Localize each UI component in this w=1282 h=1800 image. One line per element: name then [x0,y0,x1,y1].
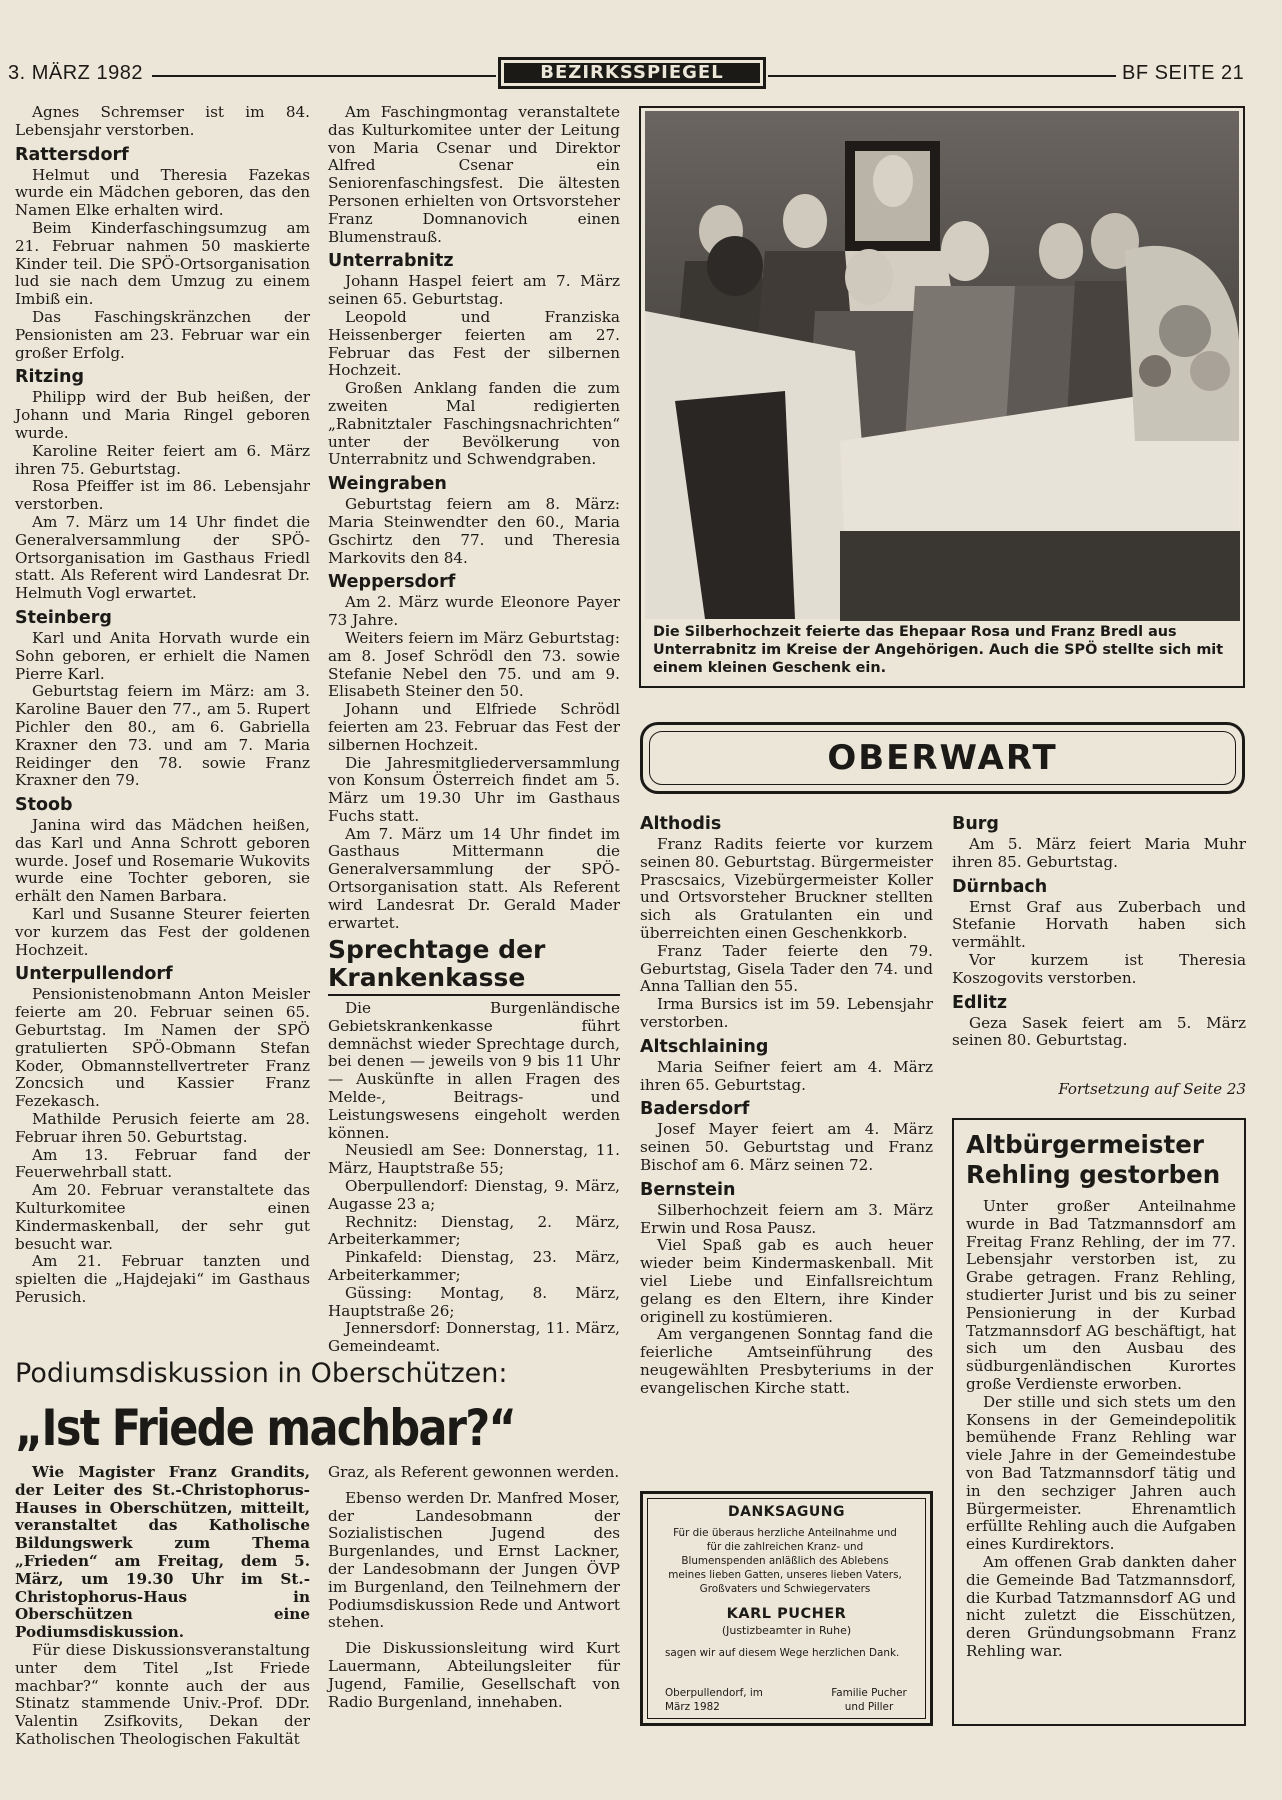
heading-stoob: Stoob [15,795,73,816]
paragraph: Am 5. März feiert Maria Muhr ihren 85. Geburtstag. [952,835,1246,871]
header-rule-left [152,75,496,77]
paragraph: Die Burgenländische Gebietskrankenkasse führt demnächst wieder Sprechtage durch, bei denen — jeweils von 9 bis 11 Uhr — Auskünfte in allen Fragen des Melde-, Beitrags- und Leistungswesens eingeholt werden können. [328,999,620,1142]
photo-caption: Die Silberhochzeit feierte das Ehepaar Rosa und Franz Bredl aus Unterrabnitz im Kreise der Angehörigen. Auch die SPÖ stellte sich mit einem kleinen Geschenk ein. [653,624,1224,676]
paragraph: Am 20. Februar veranstaltete das Kulturkomitee einen Kindermaskenball, der sehr gut besucht war. [15,1181,310,1253]
obituary-box [952,1118,1246,1726]
column-1 [15,104,310,1344]
podium-lead: Wie Magister Franz Grandits, der Leiter des St.-Christophorus-Hauses in Oberschützen, mitteilt, veranstaltet das Katholische Bildungswerk zum Thema „Frieden“ am Freitag, dem 5. März, um 19.30 Uhr im St.-Christophorus-Haus in Oberschützen eine Podiumsdiskussion. [15,1463,310,1642]
paragraph: Graz, als Referent gewonnen werden. [328,1463,620,1481]
heading-rattersdorf: Rattersdorf [15,144,129,165]
danksagung-job: (Justizbeamter in Ruhe) [721,1624,852,1637]
paragraph: Josef Mayer feiert am 4. März seinen 50. Geburtstag und Franz Bischof am 6. März seinen 72. [640,1120,933,1174]
heading-weppersdorf: Weppersdorf [328,572,456,593]
danksagung-name: KARL PUCHER [726,1606,847,1622]
paragraph: Die Diskussionsleitung wird Kurt Lauermann, Abteilungsleiter für Jugend, Familie, Gesellschaft von Radio Burgenland, innehaben. [328,1639,620,1711]
paragraph: Am 13. Februar fand der Feuerwehrball statt. [15,1145,310,1182]
obituary-headline: Altbürgermeister Rehling gestorben [966,1130,1221,1189]
sprechtage-headline: Sprechtage der Krankenkasse [328,935,546,992]
heading-bernstein: Bernstein [640,1179,736,1200]
page-number: BF SEITE 21 [1122,62,1245,84]
paragraph: Agnes Schremser ist im 84. Lebensjahr verstorben. [15,103,310,139]
oberwart-banner [640,722,1245,794]
paragraph: Am Faschingmontag veranstaltete das Kulturkomitee unter der Leitung von Maria Csenar und Direktor Alfred Csenar ein Seniorenfaschingsfest. Die ältesten Personen erhielten von Ortsvorsteher Franz Domnanovich einen Blumenstrauß. [328,103,620,246]
paragraph: Für diese Diskussionsveranstaltung unter dem Titel „Ist Friede machbar?“ konnte auch der aus Stinatz stammende Univ.-Prof. DDr. Valentin Zsifkovits, Dekan der Katholischen Theologischen Fakultät [15,1640,310,1748]
paragraph: Geza Sasek feiert am 5. März seinen 80. Geburtstag. [952,1013,1246,1050]
paragraph: Vor kurzem ist Theresia Koszogovits verstorben. [952,950,1246,987]
heading-duernbach: Dürnbach [952,876,1048,897]
paragraph: Philipp wird der Bub heißen, der Johann und Maria Ringel geboren wurde. [15,388,310,442]
column-2 [328,104,620,934]
danksagung-thanks: sagen wir auf diesem Wege herzlichen Dank. [665,1647,900,1659]
paragraph: Helmut und Theresia Fazekas wurde ein Mädchen geboren, das den Namen Elke erhalten wird. [15,165,310,220]
paragraph: Der stille und sich stets um den Konsens in der Gemeindepolitik bemühende Franz Rehling war viele Jahre in der Gemeindestube von Bad Tatzmannsdorf tätig und in den sechziger Jahren auch Bürgermeister. Ehrenamtlich erfüllte Rehling auch die Aufgaben eines Kurdirektors. [966,1392,1236,1554]
section-banner [498,57,766,89]
section-title: BEZIRKSSPIEGEL [504,63,760,83]
paragraph: Mathilde Perusich feierte am 28. Februar ihren 50. Geburtstag. [15,1110,310,1146]
podium-kicker: Podiumsdiskussion in Oberschützen: [15,1358,508,1389]
paragraph: Ernst Graf aus Zuberbach und Stefanie Horvath haben sich vermählt. [952,897,1246,952]
paragraph: Franz Tader feierte den 79. Geburtstag, Gisela Tader den 74. und Anna Tallian den 55. [640,941,933,996]
podium-column-right [328,1464,620,1732]
paragraph: Jennersdorf: Donnerstag, 11. März, Gemeindeamt. [328,1319,620,1356]
danksagung-text: Für die überaus herzliche Anteilnahme und für die zahlreichen Kranz- und Blumenspenden anläßlich des Ablebens meines lieben Gatten, unseres lieben Vaters, Großvaters und Schwiegervaters [668,1527,902,1595]
heading-steinberg: Steinberg [15,607,112,628]
sprechtage-column [328,999,620,1356]
paragraph: Güssing: Montag, 8. März, Hauptstraße 26; [328,1283,620,1320]
header-rule-right [768,75,1116,77]
paragraph: Leopold und Franziska Heissenberger feierten am 27. Februar das Fest der silbernen Hochzeit. [328,307,620,380]
paragraph: Maria Seifner feiert am 4. März ihren 65. Geburtstag. [640,1057,933,1094]
oberwart-column-left [640,814,933,1474]
headline-underline [328,994,620,996]
paragraph: Am vergangenen Sonntag fand die feierliche Amtseinführung des neugewählten Presbyteriums in der evangelischen Kirche statt. [640,1325,933,1397]
danksagung-family: Familie Pucher und Piller [831,1687,907,1713]
paragraph: Janina wird das Mädchen heißen, das Karl und Anna Schrott geboren wurde. Josef und Rosemarie Wukovits wurde eine Tochter geboren, sie erhält den Namen Barbara. [15,816,310,906]
paragraph: Karl und Susanne Steurer feierten vor kurzem das Fest der goldenen Hochzeit. [15,905,310,959]
heading-badersdorf: Badersdorf [640,1099,750,1120]
paragraph: Viel Spaß gab es auch heuer wieder beim Kindermaskenball. Mit viel Liebe und Einfallsreichtum gelang es den Eltern, ihre Kinder originell zu kostümieren. [640,1236,933,1326]
issue-date: 3. MÄRZ 1982 [8,62,143,84]
paragraph: Das Faschingskränzchen der Pensionisten am 23. Februar war ein großer Erfolg. [15,307,310,362]
paragraph: Geburtstag feiern am 8. März: Maria Steinwendter den 60., Maria Gschirtz den 77. und Theresia Markovits den 84. [328,495,620,567]
oberwart-title: OBERWART [649,731,1236,785]
heading-edlitz: Edlitz [952,992,1008,1013]
paragraph: Am 2. März wurde Eleonore Payer 73 Jahre. [328,593,620,630]
paragraph: Silberhochzeit feiern am 3. März Erwin und Rosa Pausz. [640,1200,933,1237]
danksagung-place: Oberpullendorf, im März 1982 [665,1687,763,1713]
paragraph: Rechnitz: Dienstag, 2. März, Arbeiterkammer; [328,1212,620,1249]
podium-column-left [15,1463,310,1748]
paragraph: Johann Haspel feiert am 7. März seinen 65. Geburtstag. [328,272,620,309]
photo-box [639,106,1245,688]
danksagung-ad [640,1491,933,1726]
paragraph: Oberpullendorf: Dienstag, 9. März, Augasse 23 a; [328,1176,620,1213]
paragraph: Weiters feiern im März Geburtstag: am 8. Josef Schrödl den 73. sowie Stefanie Nebel den 75. und am 9. Elisabeth Steiner den 50. [328,628,620,701]
paragraph: Beim Kinderfaschingsumzug am 21. Februar nahmen 50 maskierte Kinder teil. Die SPÖ-Ortsorganisation lud sie nach dem Umzug zu einem Imbiß ein. [15,218,310,309]
continuation-note: Fortsetzung auf Seite 23 [1058,1080,1246,1098]
paragraph: Franz Radits feierte vor kurzem seinen 80. Geburtstag. Bürgermeister Prascsaics, Vizebürgermeister Koller und Ortsvorsteher Bruckner stellten sich als Gratulanten ein und überreichten einen Geschenkkorb. [640,835,933,942]
photo-anniversary [645,111,1239,619]
paragraph: Rosa Pfeiffer ist im 86. Lebensjahr verstorben. [15,477,310,514]
heading-ritzing: Ritzing [15,367,85,388]
heading-weingraben: Weingraben [328,474,447,495]
paragraph: Pinkafeld: Dienstag, 23. März, Arbeiterkammer; [328,1248,620,1284]
heading-burg: Burg [952,814,999,834]
paragraph: Johann und Elfriede Schrödl feierten am 23. Februar das Fest der silbernen Hochzeit. [328,700,620,754]
paragraph: Die Jahresmitgliederversammlung von Konsum Österreich findet am 5. März um 19.30 Uhr im Gasthaus Fuchs statt. [328,753,620,825]
paragraph: Karl und Anita Horvath wurde ein Sohn geboren, er erhielt die Namen Pierre Karl. [15,628,310,683]
paragraph: Am 7. März um 14 Uhr findet im Gasthaus Mittermann die Generalversammlung der SPÖ-Ortsorganisation statt. Als Referent wird Landesrat Dr. Gerald Mader erwartet. [328,824,620,932]
paragraph: Neusiedl am See: Donnerstag, 11. März, Hauptstraße 55; [328,1141,620,1178]
heading-unterrabnitz: Unterrabnitz [328,251,454,272]
heading-unterpullendorf: Unterpullendorf [15,964,173,985]
paragraph: Karoline Reiter feiert am 6. März ihren 75. Geburtstag. [15,441,310,478]
paragraph: Großen Anklang fanden die zum zweiten Mal redigierten „Rabnitztaler Faschingsnachrichten“ unter der Bevölkerung von Unterrabnitz und Schwendgraben. [328,379,620,469]
heading-althodis: Althodis [640,814,722,834]
heading-altschlaining: Altschlaining [640,1036,769,1057]
paragraph: Pensionistenobmann Anton Meisler feierte am 20. Februar seinen 65. Geburtstag. Im Namen der SPÖ gratulierten SPÖ-Obmann Stefan Koder, Obmannstellvertreter Franz Zoncsich und Kassier Franz Fezekasch. [15,985,310,1111]
oberwart-column-right [952,814,1246,1076]
paragraph: Am 7. März um 14 Uhr findet die Generalversammlung der SPÖ-Ortsorganisation im Gasthaus Friedl statt. Als Referent wird Landesrat Dr. Helmuth Vogl erwartet. [15,512,310,603]
paragraph: Am offenen Grab dankten daher die Gemeinde Bad Tatzmannsdorf, die Kurbad Tatzmannsdorf AG und nicht zuletzt die Eisschützen, deren Gründungsobmann Franz Rehling war. [966,1552,1236,1660]
obituary-text [966,1198,1236,1718]
paragraph: Ebenso werden Dr. Manfred Moser, der Landesobmann der Sozialistischen Jugend des Burgenlandes, und Ernst Lackner, der Landesobmann der Jungen ÖVP im Burgenland, den Teilnehmern der Podiumsdiskussion Rede und Antwort stehen. [328,1488,620,1632]
podium-headline: „Ist Friede machbar?“ [15,1399,516,1457]
paragraph: Unter großer Anteilnahme wurde in Bad Tatzmannsdorf am Freitag Franz Rehling, der im 77. Lebensjahr verstorben ist, zu Grabe getragen. Franz Rehling, studierter Jurist und bis zu seiner Pensionierung in der Kurbad Tatzmannsdorf AG beschäftigt, hat sich um den Ausbau des südburgenländischen Kurortes große Verdienste erworben. [966,1197,1236,1393]
paragraph: Am 21. Februar tanzten und spielten die „Hajdejaki“ im Gasthaus Perusich. [15,1252,310,1307]
danksagung-title: DANKSAGUNG [727,1504,845,1520]
paragraph: Irma Bursics ist im 59. Lebensjahr verstorben. [640,995,933,1031]
paragraph: Geburtstag feiern im März: am 3. Karoline Bauer den 77., am 5. Rupert Pichler den 80., am 6. Gabriella Kraxner den 73. und am 7. Maria Reidinger den 78. sowie Franz Kraxner den 79. [15,682,310,790]
